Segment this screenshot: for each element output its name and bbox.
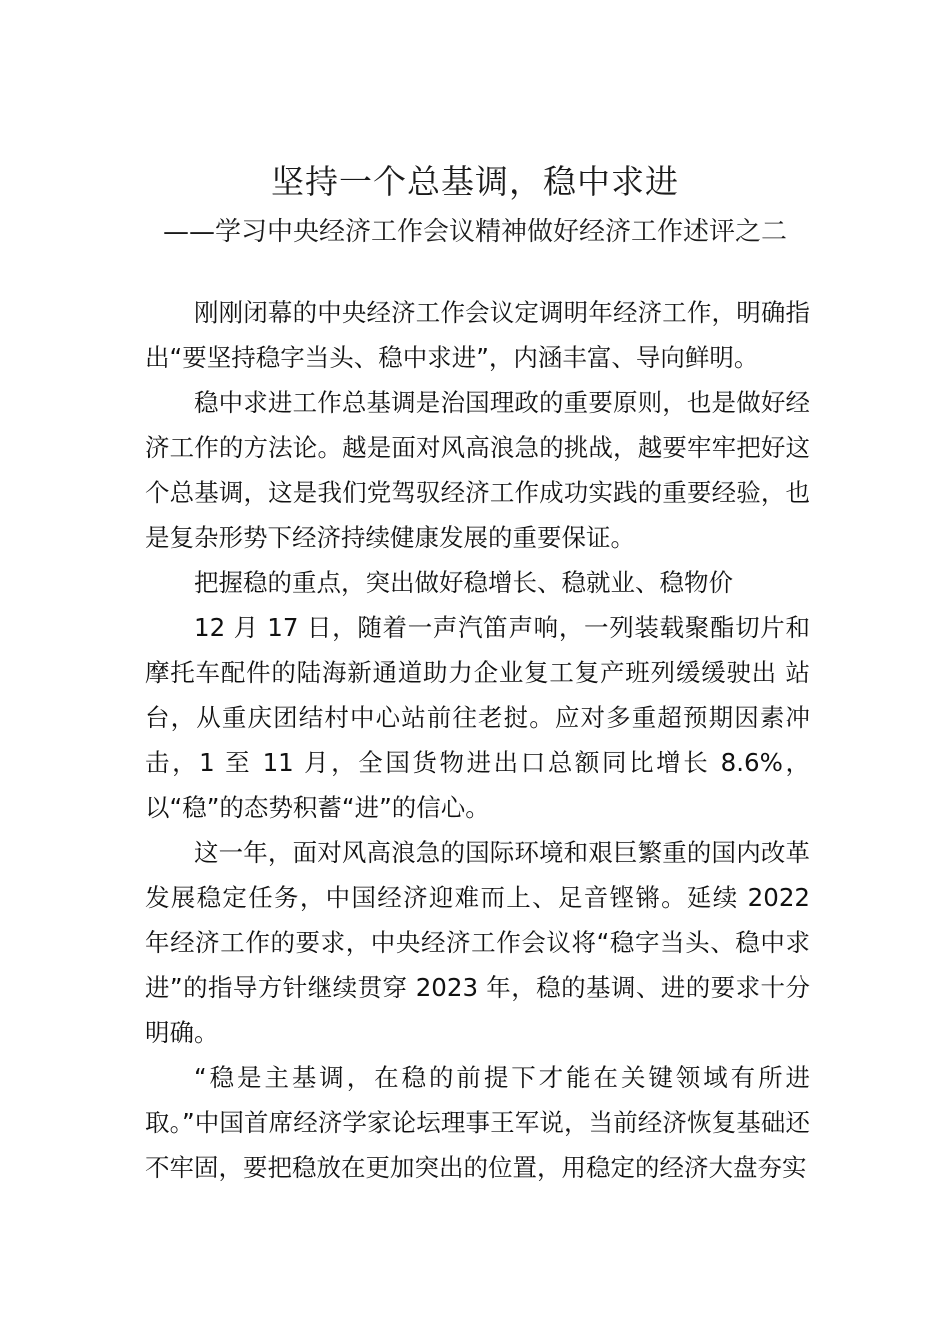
paragraph: 刚刚闭幕的中央经济工作会议定调明年经济工作，明确指出“要坚持稳字当头、稳中求进”，内涵丰富、导向鲜明。 bbox=[145, 298, 810, 372]
paragraph: “稳是主基调，在稳的前提下才能在关键领域有所进取。”中国首席经济学家论坛理事王军说，当前经济恢复基础还不牢固，要把稳放在更加突出的位置，用稳定的经济大盘夯实 bbox=[145, 1063, 810, 1182]
section-heading: 把握稳的重点，突出做好稳增长、稳就业、稳物价 bbox=[194, 568, 733, 597]
article-subtitle: ——学习中央经济工作会议精神做好经济工作述评之二 bbox=[162, 217, 787, 247]
paragraph: 12 月 17 日，随着一声汽笛声响，一列装载聚酯切片和摩托车配件的陆海新通道助力企业复工复产班列缓缓驶出 站台，从重庆团结村中心站前往老挝。应对多重超预期因素冲击，1 至 11 月，全国货物进出口总额同比增长 8.6%，以“稳”的态势积蓄“进”的信心。 bbox=[145, 613, 810, 822]
article-title: 坚持一个总基调，稳中求进 bbox=[271, 162, 679, 201]
paragraph: 稳中求进工作总基调是治国理政的重要原则，也是做好经济工作的方法论。越是面对风高浪急的挑战，越要牢牢把好这个总基调，这是我们党驾驭经济工作成功实践的重要经验，也是复杂形势下经济持续健康发展的重要保证。 bbox=[145, 388, 810, 552]
paragraph: 这一年，面对风高浪急的国际环境和艰巨繁重的国内改革发展稳定任务，中国经济迎难而上、足音铿锵。延续 2022 年经济工作的要求，中央经济工作会议将“稳字当头、稳中求进”的指导方针继续贯穿 2023 年，稳的基调、进的要求十分明确。 bbox=[145, 838, 810, 1047]
article-body bbox=[145, 290, 810, 1190]
